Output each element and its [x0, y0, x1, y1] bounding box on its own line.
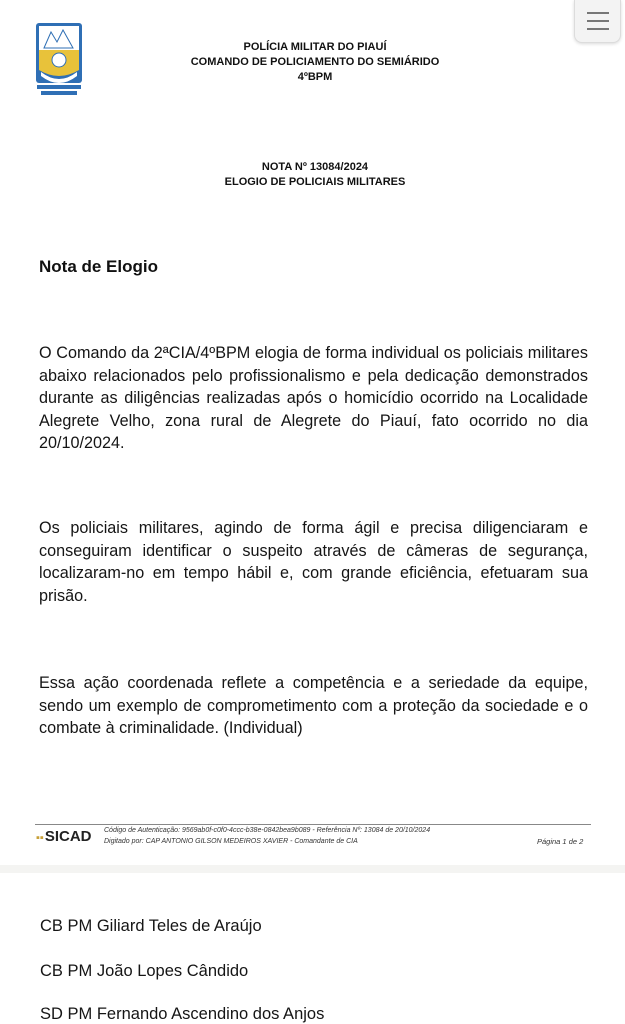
note-number: NOTA Nº 13084/2024: [261, 161, 369, 173]
officer-name: CB PM João Lopes Cândido: [40, 962, 249, 980]
note-subject: ELOGIO DE POLICIAIS MILITARES: [224, 176, 406, 188]
footer-typed-by: Digitado por: CAP ANTONIO GILSON MEDEIROS XAVIER - Comandante de CIA: [104, 838, 358, 845]
header-line-2: COMANDO DE POLICIAMENTO DO SEMIÁRIDO: [190, 56, 440, 68]
page-number: Página 1 de 2: [537, 837, 584, 846]
footer-authentication: Código de Autenticação: 9569ab0f-c0f0-4ccc-b38e-0842bea9b089 - Referência Nº: 13084 de 20/10/2024: [104, 827, 431, 834]
header-line-1: POLÍCIA MILITAR DO PIAUÍ: [243, 41, 387, 53]
header-line-3: 4ºBPM: [297, 71, 333, 83]
paragraph-2: Os policiais militares, agindo de forma ágil e precisa diligenciaram e conseguiram identificar o suspeito através de câmeras de segurança, localizaram-no em tempo hábil e, com grande eficiência, efetuaram sua prisão.: [39, 519, 588, 605]
section-title: Nota de Elogio: [39, 257, 158, 276]
officer-name: CB PM Giliard Teles de Araújo: [40, 917, 262, 935]
document-page-2: [0, 873, 625, 1024]
hamburger-menu-button[interactable]: [574, 0, 621, 43]
menu-bar-icon: [587, 12, 609, 14]
pm-piaui-crest-logo: [35, 22, 83, 98]
menu-bar-icon: [587, 20, 609, 22]
paragraph-1: O Comando da 2ªCIA/4ºBPM elogia de forma individual os policiais militares abaixo relacionados pelo profissionalismo e pela dedicação demonstrados durante as diligências realizadas após o homicídio ocorrido na Localidade Alegrete Velho, zona rural de Alegrete do Piauí, fato ocorrido no dia 20/10/2024.: [39, 344, 588, 452]
footer-divider: [35, 824, 591, 825]
menu-bar-icon: [587, 28, 609, 30]
sicad-logo: ▪▪SICAD: [36, 828, 92, 845]
sicad-dots-icon: ▪▪: [36, 832, 44, 844]
officer-name: SD PM Fernando Ascendino dos Anjos: [40, 1005, 325, 1023]
paragraph-3: Essa ação coordenada reflete a competência e a seriedade da equipe, sendo um exemplo de comprometimento com a proteção da sociedade e o combate à criminalidade. (Individual): [39, 674, 588, 737]
